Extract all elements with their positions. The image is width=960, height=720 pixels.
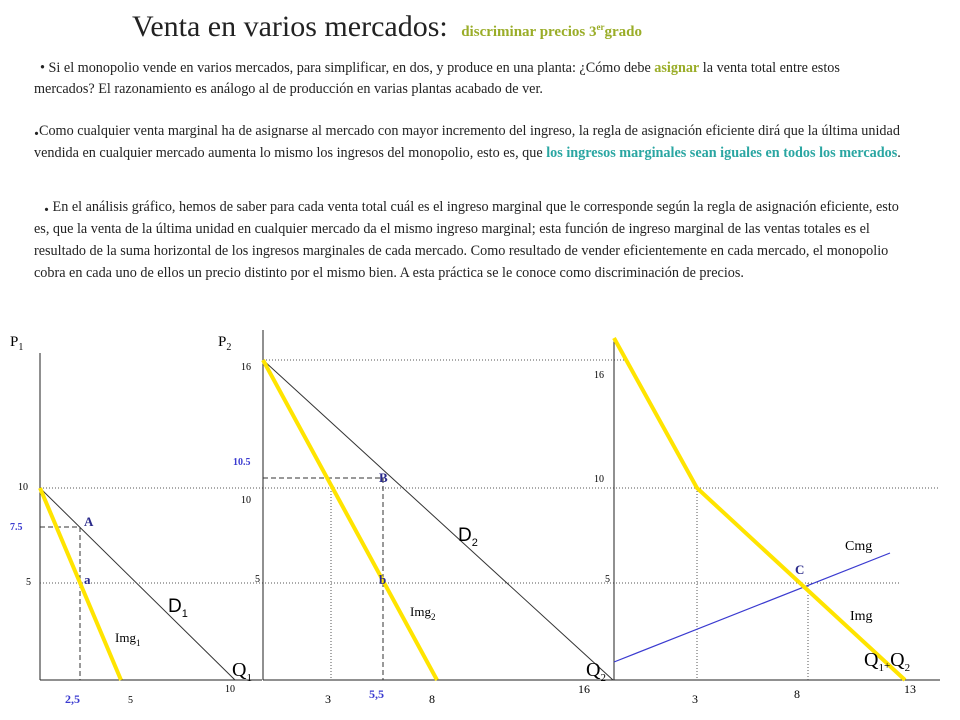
- paragraph-1-bullet: •: [40, 60, 45, 76]
- demand-1-line: [40, 488, 235, 680]
- paragraph-2-highlight: los ingresos marginales sean iguales en todos los mercados: [546, 145, 898, 161]
- market-1-tick-7-5: 7.5: [10, 522, 23, 533]
- cmg-line: [614, 553, 890, 662]
- market-1-tick-2-5: 2,5: [65, 692, 80, 706]
- img-2-line: [263, 360, 437, 680]
- img-total-line: [614, 338, 905, 680]
- total-tick-10: 10: [594, 474, 604, 485]
- market-2-tick-16: 16: [241, 362, 251, 373]
- paragraph-2-bullet: .: [34, 118, 39, 140]
- market-2-tick-x-16: 16: [578, 682, 590, 696]
- total-market-chart: [594, 338, 940, 706]
- demand-2-label: $D_2$: [458, 525, 478, 549]
- market-1-x-label: $Q_1$: [232, 659, 252, 684]
- total-tick-x-3: 3: [692, 692, 698, 706]
- market-1-tick-x-5: 5: [128, 695, 133, 706]
- market-1-tick-10: 10: [18, 482, 28, 493]
- paragraph-3-bullet: .: [44, 194, 49, 216]
- paragraph-2-text: Como cualquier venta marginal ha de asignarse al mercado con mayor incremento del ingreso, la regla de asignación eficiente dirá que la última unidad vendida en cualquier mercado aumenta lo mismo los ingresos del monopolio, esto es, que: [34, 123, 900, 161]
- market-1-tick-x-10: 10: [225, 684, 235, 695]
- paragraph-2-text-end: .: [897, 145, 901, 161]
- total-x-label: $Q_1+Q_2$: [864, 649, 911, 674]
- title-main: Venta en varios mercados:: [132, 10, 448, 43]
- total-tick-16: 16: [594, 370, 604, 381]
- point-b-label: b: [379, 572, 387, 587]
- paragraph-1-text: Si el monopolio vende en varios mercados, para simplificar, en dos, y produce en una planta: ¿Cómo debe: [48, 60, 655, 76]
- market-1-chart: [10, 334, 940, 706]
- title-sub-end: grado: [604, 24, 642, 40]
- total-tick-5: 5: [605, 574, 610, 585]
- title-sub-text: discriminar precios 3: [461, 24, 597, 40]
- market-1-y-label: $P_1$: [10, 334, 24, 353]
- market-1-tick-5: 5: [26, 577, 31, 588]
- img-1-label: Img$_1$: [115, 630, 141, 648]
- img-2-label: Img$_2$: [410, 604, 436, 622]
- market-2-tick-x-8: 8: [429, 692, 435, 706]
- point-C-label: C: [795, 562, 805, 577]
- market-2-tick-10: 10: [241, 495, 251, 506]
- title-sub-sup: er: [596, 22, 605, 32]
- market-2-tick-10-5: 10.5: [233, 457, 251, 468]
- demand-2-line: [263, 360, 613, 680]
- total-tick-x-13: 13: [904, 682, 916, 696]
- market-2-x-label: $Q_2$: [586, 659, 606, 684]
- market-2-y-label: $P_2$: [218, 334, 232, 353]
- market-2-tick-x-5-5: 5,5: [369, 687, 384, 701]
- total-tick-x-8: 8: [794, 687, 800, 701]
- point-B-label: B: [379, 470, 388, 485]
- market-2-tick-5: 5: [255, 574, 260, 585]
- paragraph-1-highlight: asignar: [654, 60, 700, 76]
- market-2-tick-x-3: 3: [325, 692, 331, 706]
- cmg-label: Cmg: [845, 539, 873, 554]
- point-A-label: A: [84, 514, 94, 529]
- img-total-label: Img: [850, 609, 873, 624]
- demand-1-label: $D_1$: [168, 596, 188, 620]
- point-a-label: a: [84, 572, 91, 587]
- paragraph-3-text: En el análisis gráfico, hemos de saber para cada venta total cuál es el ingreso marginal que le corresponde según la regla de asignación eficiente, esto es, que la venta de la última unidad en cualquier mercado da el mismo ingreso marginal; esta función de ingreso marginal de las ventas totales es el resultado de la suma horizontal de los ingresos marginales de cada mercado. Como resultado de vender eficientemente en cada mercado, el monopolio cobra en cada uno de ellos un precio distinto por el mismo bien. A esta práctica se le conoce como discriminación de precios.: [34, 199, 899, 281]
- paragraph-1-text-end: la venta total entre estos mercados? El razonamiento es análogo al de producción en varias plantas acabado de ver.: [34, 60, 840, 97]
- market-2-chart: [218, 330, 628, 706]
